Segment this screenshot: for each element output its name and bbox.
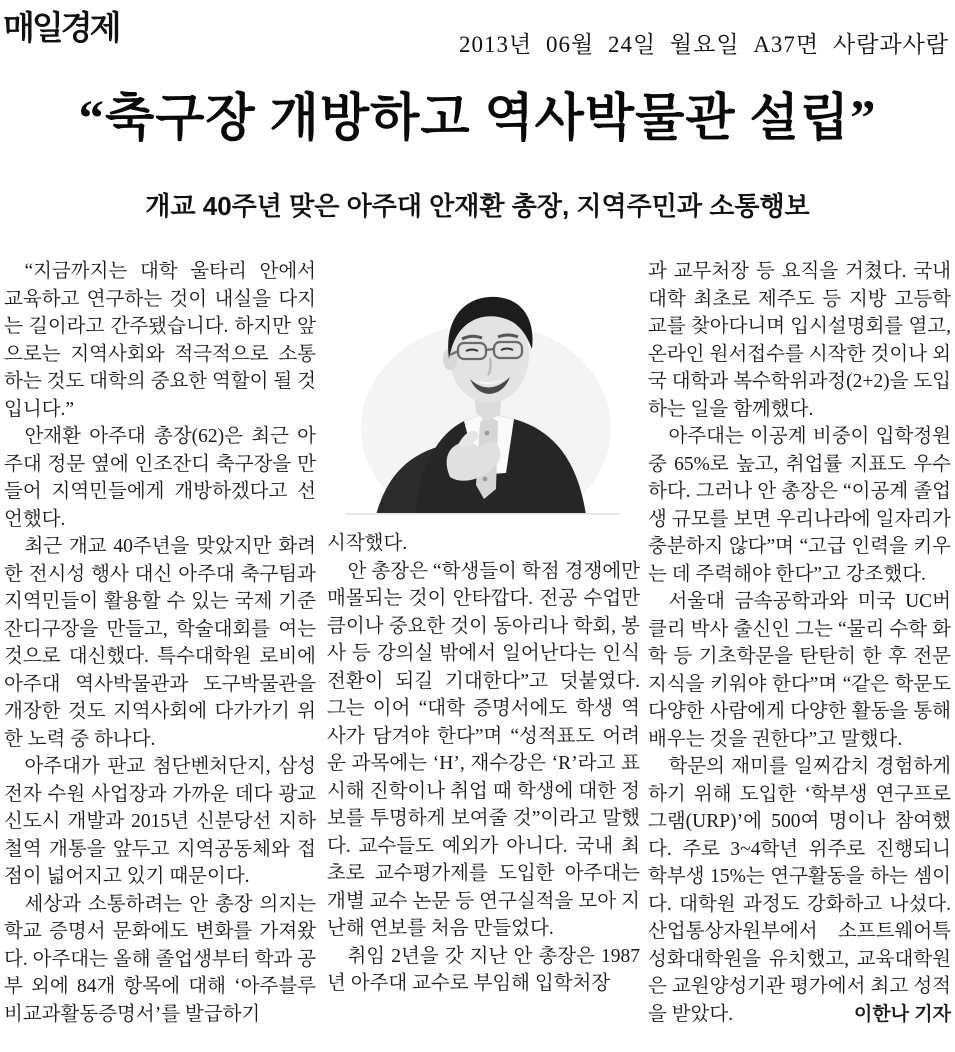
- article-column-3: [648, 258, 951, 1028]
- paragraph: [648, 753, 951, 1028]
- paragraph: 세상과 소통하려는 안 총장 의지는 학교 증명서 문화에도 변화를 가져왔다. 아주대는 올해 졸업생부터 학과 공부 외에 84개 항목에 대해 ‘아주블루 비교과활동증명서’를 발급하기: [4, 893, 316, 1025]
- paragraph: 아주대가 판교 첨단벤처단지, 삼성전자 수원 사업장과 가까운 데다 광교신도시 개발과 2015년 신분당선 지하철역 개통을 앞두고 지역공동체와 접점이 넓어지고 있기 때문이다.: [4, 756, 316, 887]
- article-column-1: [4, 258, 316, 1028]
- subheadline: 개교 40주년 맞은 아주대 안재환 총장, 지역주민과 소통행보: [145, 191, 810, 221]
- article-column-2: [327, 258, 640, 998]
- paragraph: 취임 2년을 갓 지난 안 총장은 1987년 아주대 교수로 부임해 입학처장: [327, 945, 640, 994]
- paragraph: “지금까지는 대학 울타리 안에서 교육하고 연구하는 것이 내실을 다지는 길이라고 간주됐습니다. 하지만 앞으로는 지역사회와 적극적으로 소통하는 것도 대학의 중요한 역할이 될 것입니다.”: [4, 261, 316, 420]
- paragraph: 안재환 아주대 총장(62)은 최근 아주대 정문 옆에 인조잔디 축구장을 만들어 지역민들에게 개방하겠다고 선언했다.: [4, 426, 316, 530]
- paragraph: 서울대 금속공학과와 미국 UC버클리 박사 출신인 그는 “물리 수학 화학 등 기초학문을 탄탄히 한 후 전문지식을 키워야 한다”며 “같은 학문도 다양한 사람에게 다양한 활동을 통해 배우는 것을 권한다”고 말했다.: [648, 591, 951, 750]
- paragraph: 과 교무처장 등 요직을 거쳤다. 국내 대학 최초로 제주도 등 지방 고등학교를 찾아다니며 입시설명회를 열고, 온라인 원서접수를 시작한 것이나 외국 대학과 복수학위과정(2+2)을 도입하는 일을 함께했다.: [648, 261, 951, 420]
- portrait-photo-illustration: [346, 263, 620, 515]
- dateline: 2013년 06월 24일 월요일 A37면 사람과사람: [459, 32, 949, 57]
- paragraph: 안 총장은 “학생들이 학점 경쟁에만 매몰되는 것이 안타깝다. 전공 수업만큼이나 중요한 것이 동아리나 학회, 봉사 등 강의실 밖에서 일어난다는 인식 전환이 되길 기대한다”고 덧붙였다. 그는 이어 “대학 증명서에도 학생 역사가 담겨야 한다”며 “성적표도 어려운 과목에는 ‘H’, 재수강은 ‘R’라고 표시해 진학이나 취업 때 학생에 대한 정보를 투명하게 보여줄 것”이라고 말했다. 교수들도 예외가 아니다. 국내 최초로 교수평가제를 도입한 아주대는 개별 교수 논문 등 연구실적을 모아 지난해 연보를 처음 만들었다.: [327, 560, 640, 939]
- paragraph-text: 학문의 재미를 일찌감치 경험하게 하기 위해 도입한 ‘학부생 연구프로그램(URP)’에 500여 명이나 참여했다. 주로 3~4학년 위주로 진행되니 학부생 15%는 연구활동을 하는 셈이다. 대학원 과정도 강화하고 나섰다. 산업통상자원부에서 소프트웨어특성화대학원을 유치했고, 교육대학원은 교원양성기관 평가에서 최고 성적을 받았다.: [648, 756, 951, 1025]
- paragraph: 최근 개교 40주년을 맞았지만 화려한 전시성 행사 대신 아주대 축구팀과 지역민들이 활용할 수 있는 국제 기준 잔디구장을 만들고, 학술대회를 여는 것으로 대신했다. 특수대학원 로비에 아주대 역사박물관과 도구박물관을 개장한 것도 지역사회에 다가가기 위한 노력 중 하나다.: [4, 536, 316, 750]
- portrait-photo: [346, 263, 620, 515]
- newspaper-logo: 매일경제: [3, 9, 119, 46]
- paragraph: 시작했다.: [327, 533, 408, 554]
- paragraph: 아주대는 이공계 비중이 입학정원 중 65%로 높고, 취업률 지표도 우수하다. 그러나 안 총장은 “이공계 졸업생 규모를 보면 우리나라에 일자리가 충분하지 않다”며 “고급 인력을 키우는 데 주력해야 한다”고 강조했다.: [648, 426, 951, 585]
- byline: 이한나 기자: [853, 1003, 951, 1025]
- headline: “축구장 개방하고 역사박물관 설립”: [78, 91, 877, 147]
